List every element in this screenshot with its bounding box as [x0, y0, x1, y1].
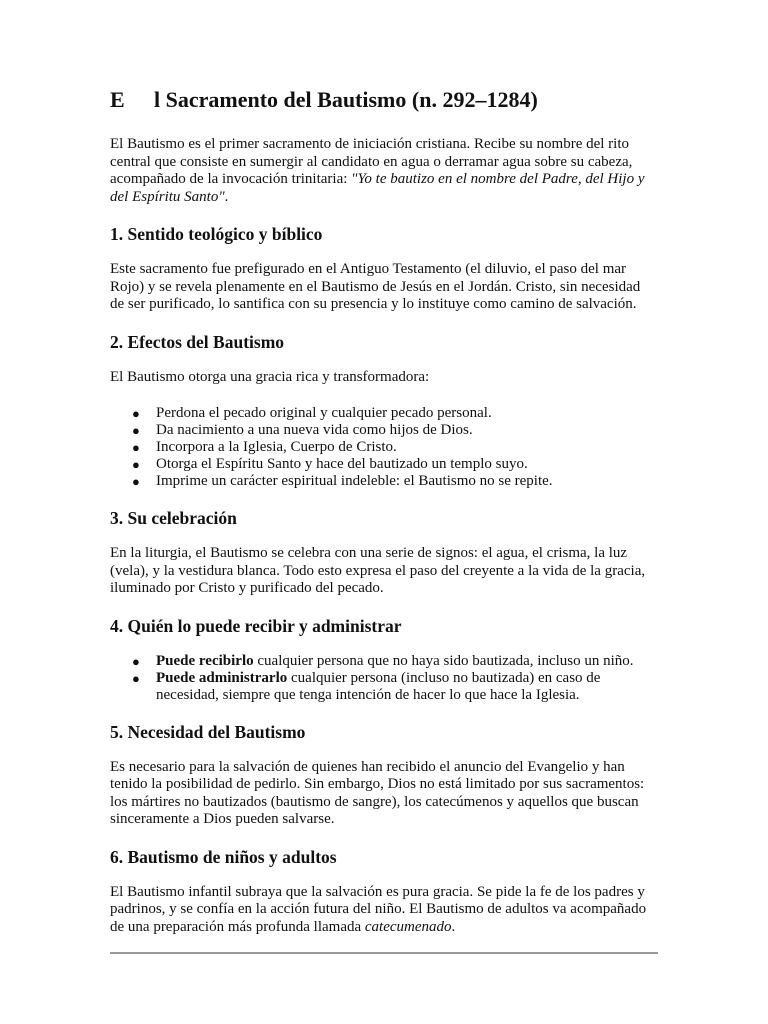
section-heading-celebracion: 3. Su celebración [110, 508, 237, 528]
bullet-icon: ● [132, 423, 140, 438]
section-text-italic: catecumenado [364, 918, 452, 935]
section-text-end: . [451, 918, 456, 935]
footer-divider [110, 952, 658, 954]
list-item [132, 473, 658, 490]
title-text: l Sacramento del Bautismo (n. 292–1284) [154, 87, 538, 112]
section-heading-ninos-adultos: 6. Bautismo de niños y adultos [110, 846, 337, 867]
section-heading-sentido: 1. Sentido teológico y bíblico [110, 224, 323, 244]
list-item [132, 652, 658, 670]
bullet-icon: ● [132, 670, 140, 686]
bullet-icon: ● [132, 653, 140, 669]
intro-end: . [224, 188, 229, 205]
document-title [110, 86, 658, 114]
intro-paragraph [110, 136, 658, 206]
bullet-icon: ● [132, 440, 140, 455]
who-list [110, 653, 658, 704]
list-item-bold: Puede administrarlo [156, 669, 288, 686]
bullet-icon: ● [132, 474, 140, 489]
section-text-necesidad: Es necesario para la salvación de quienes han recibido el anuncio del Evangelio y han tenido la posibilidad de pedirlo. Sin embargo, Dios no está limitado por sus sacramentos: los mártires no bautizados (bautismo de sangre), los catecúmenos y aquellos que buscan sinceramente a Dios pueden salvarse. [110, 758, 645, 827]
section-heading-efectos: 2. Efectos del Bautismo [110, 331, 285, 352]
section-lead-efectos: El Bautismo otorga una gracia rica y transformadora: [110, 368, 430, 385]
list-item [132, 669, 658, 704]
list-item-text: Incorpora a la Iglesia, Cuerpo de Cristo. [156, 439, 397, 455]
section-heading-necesidad: 5. Necesidad del Bautismo [110, 721, 306, 742]
list-item [132, 422, 658, 439]
list-item-text: Otorga el Espíritu Santo y hace del bautizado un templo suyo. [156, 456, 528, 472]
list-item-text: cualquier persona que no haya sido bautizada, incluso un niño. [253, 652, 634, 669]
list-item-bold: Puede recibirlo [156, 652, 254, 669]
list-item [132, 456, 658, 473]
intro-text: El Bautismo es el primer sacramento de iniciación cristiana. Recibe su nombre del rito central que consiste en sumergir al candidato en agua o derramar agua sobre su cabeza, acompañado de la invocación trinitaria: [110, 136, 633, 187]
section-text-ninos-adultos [110, 884, 658, 937]
bullet-icon: ● [132, 457, 140, 472]
list-item-text: Da nacimiento a una nueva vida como hijos de Dios. [156, 422, 473, 438]
bullet-icon: ● [132, 406, 140, 421]
title-initial: E [110, 87, 125, 112]
intro-quote: "Yo te bautizo en el nombre del Padre, del Hijo y del Espíritu Santo" [110, 171, 645, 205]
list-item [132, 405, 658, 422]
effects-list [110, 405, 658, 490]
section-text-celebracion: En la liturgia, el Bautismo se celebra con una serie de signos: el agua, el crisma, la luz (vela), y la vestidura blanca. Todo esto expresa el paso del creyente a la vida de la gracia, iluminado por Cristo y purificado del pecado. [110, 545, 646, 596]
section-heading-quien: 4. Quién lo puede recibir y administrar [110, 615, 402, 636]
section-text-sentido: Este sacramento fue prefigurado en el Antiguo Testamento (el diluvio, el paso del mar Rojo) y se revela plenamente en el Bautismo de Jesús en el Jordán. Cristo, sin necesidad de ser purificado, lo santifica con su presencia y lo instituye como camino de salvación. [110, 261, 641, 312]
list-item-text: Perdona el pecado original y cualquier pecado personal. [156, 405, 492, 421]
list-item-text: Imprime un carácter espiritual indeleble: el Bautismo no se repite. [156, 473, 553, 489]
section-text: El Bautismo infantil subraya que la salvación es pura gracia. Se pide la fe de los padres y padrinos, y se confía en la acción futura del niño. El Bautismo de adultos va acompañado de una preparación más profunda llamada [110, 883, 647, 935]
list-item-text: cualquier persona (incluso no bautizada) en caso de necesidad, siempre que tenga intención de hacer lo que hace la Iglesia. [156, 669, 601, 703]
list-item [132, 439, 658, 456]
